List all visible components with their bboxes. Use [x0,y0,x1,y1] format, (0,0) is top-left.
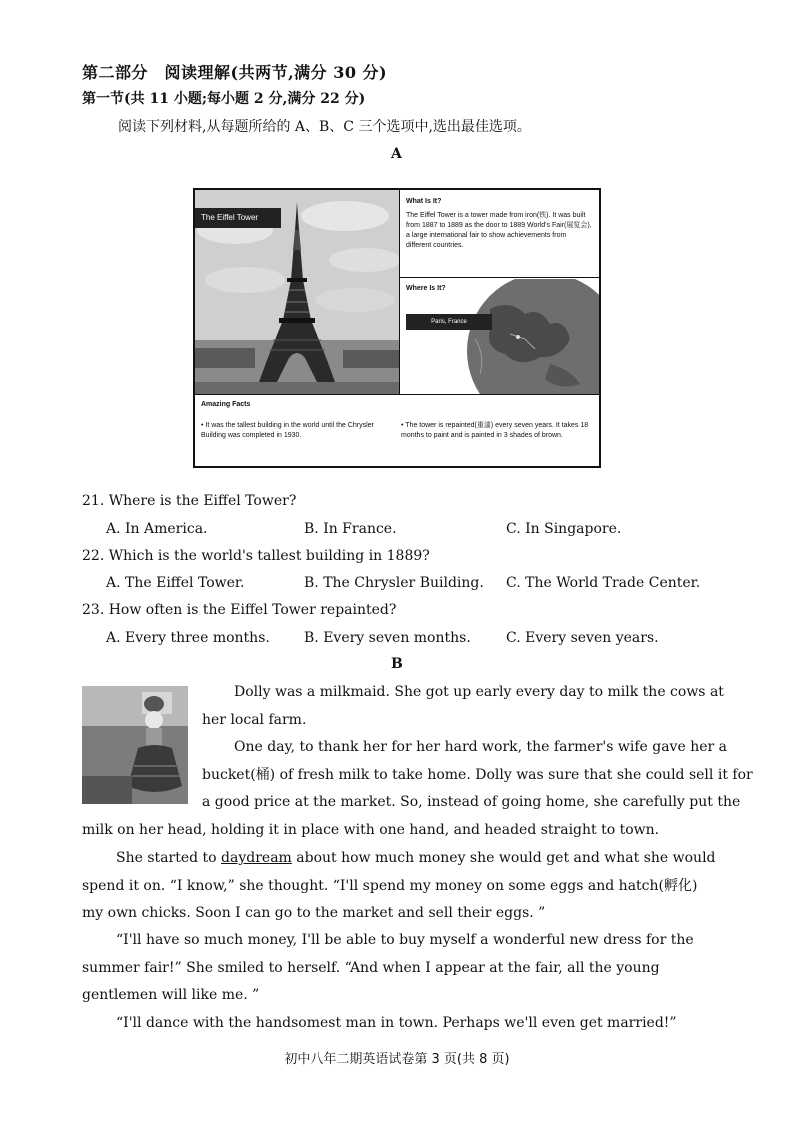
q21-option-a: A. In America. [106,521,208,537]
globe-map-illustration [400,279,599,394]
passage-a-letter: A [391,146,402,162]
q22-option-a: A. The Eiffel Tower. [106,575,245,591]
p3-line-2: spend it on. “I know,” she thought. “I'll spend my money on some eggs and hatch(孵化) [82,877,698,894]
what-text: The Eiffel Tower is a tower made from iron(铁). It was built from 1887 to 1889 as the door to 1889 World's Fair(展览会), a large international fair to show achievements from different countries. [406,212,592,249]
p3-line-1 [82,845,716,873]
p4-line-3: gentlemen will like me. ” [82,987,260,1004]
location-label: Paris, France [406,314,492,330]
eiffel-tower-photo [195,190,400,394]
p3-line-3: my own chicks. Soon I can go to the market and sell their eggs. ” [82,905,546,922]
paragraph-3 [82,845,716,928]
q23-option-a: A. Every three months. [106,630,270,646]
underlined-word-daydream: daydream [221,850,292,866]
q22-option-b: B. The Chrysler Building. [304,575,484,591]
part-heading: 第二部分 阅读理解(共两节,满分 30 分) [82,63,388,82]
fact-2: • The tower is repainted(重漆) every seven years. It takes 18 months to paint and is painted in 3 shades of brown. [401,422,589,439]
question-23: 23. How often is the Eiffel Tower repainted? [82,602,397,618]
facts-title: Amazing Facts [201,401,251,408]
question-21: 21. Where is the Eiffel Tower? [82,493,297,509]
section-heading: 第一节(共 11 小题;每小题 2 分,满分 22 分) [82,91,366,107]
passage-b-letter: B [391,656,403,672]
paragraph-1 [202,679,724,734]
p2-line-4: milk on her head, holding it in place with one hand, and headed straight to town. [82,822,660,838]
tower-label: The Eiffel Tower [195,208,281,228]
p4-line-1: “I'll have so much money, I'll be able to buy myself a wonderful new dress for the [116,932,694,948]
instruction: 阅读下列材料,从每题所给的 A、B、C 三个选项中,选出最佳选项。 [118,119,531,135]
q23-option-b: B. Every seven months. [304,630,471,646]
paragraph-4 [82,927,716,1010]
dolly-milkmaid-illustration [82,686,188,804]
where-is-it-panel [400,279,599,394]
eiffel-poster [193,188,601,468]
p2-line-1: One day, to thank her for her hard work, the farmer's wife gave her a [234,739,727,755]
p3-rest: about how much money she would get and what she would [291,850,716,866]
page-footer: 初中八年二期英语试卷第 3 页(共 8 页) [284,1052,510,1067]
p3-start: She started to [116,850,222,866]
p1-line-1: Dolly was a milkmaid. She got up early every day to milk the cows at [234,684,724,700]
paragraph-2-upper [202,734,753,817]
q23-option-c: C. Every seven years. [506,630,659,646]
p2-line-2: bucket(桶) of fresh milk to take home. Dolly was sure that she could sell it for [202,766,753,783]
what-is-it-panel [400,190,599,278]
p4-line-2: summer fair!” She smiled to herself. “And when I appear at the fair, all the young [82,959,660,976]
where-title: Where Is It? [406,285,446,292]
paragraph-2-lower [82,817,716,845]
question-22: 22. Which is the world's tallest building in 1889? [82,548,430,564]
fact-1: • It was the tallest building in the world until the Chrysler Building was completed in 1930. [201,422,374,439]
amazing-facts-panel [195,394,599,467]
q21-option-b: B. In France. [304,521,397,537]
what-title: What Is It? [406,198,442,205]
q22-option-c: C. The World Trade Center. [506,575,701,591]
p2-line-3: a good price at the market. So, instead of going home, she carefully put the [202,794,741,811]
p5-line-1: “I'll dance with the handsomest man in town. Perhaps we'll even get married!” [116,1015,677,1031]
p1-line-2: her local farm. [202,711,307,728]
paragraph-5 [82,1010,716,1038]
q21-option-c: C. In Singapore. [506,521,622,537]
